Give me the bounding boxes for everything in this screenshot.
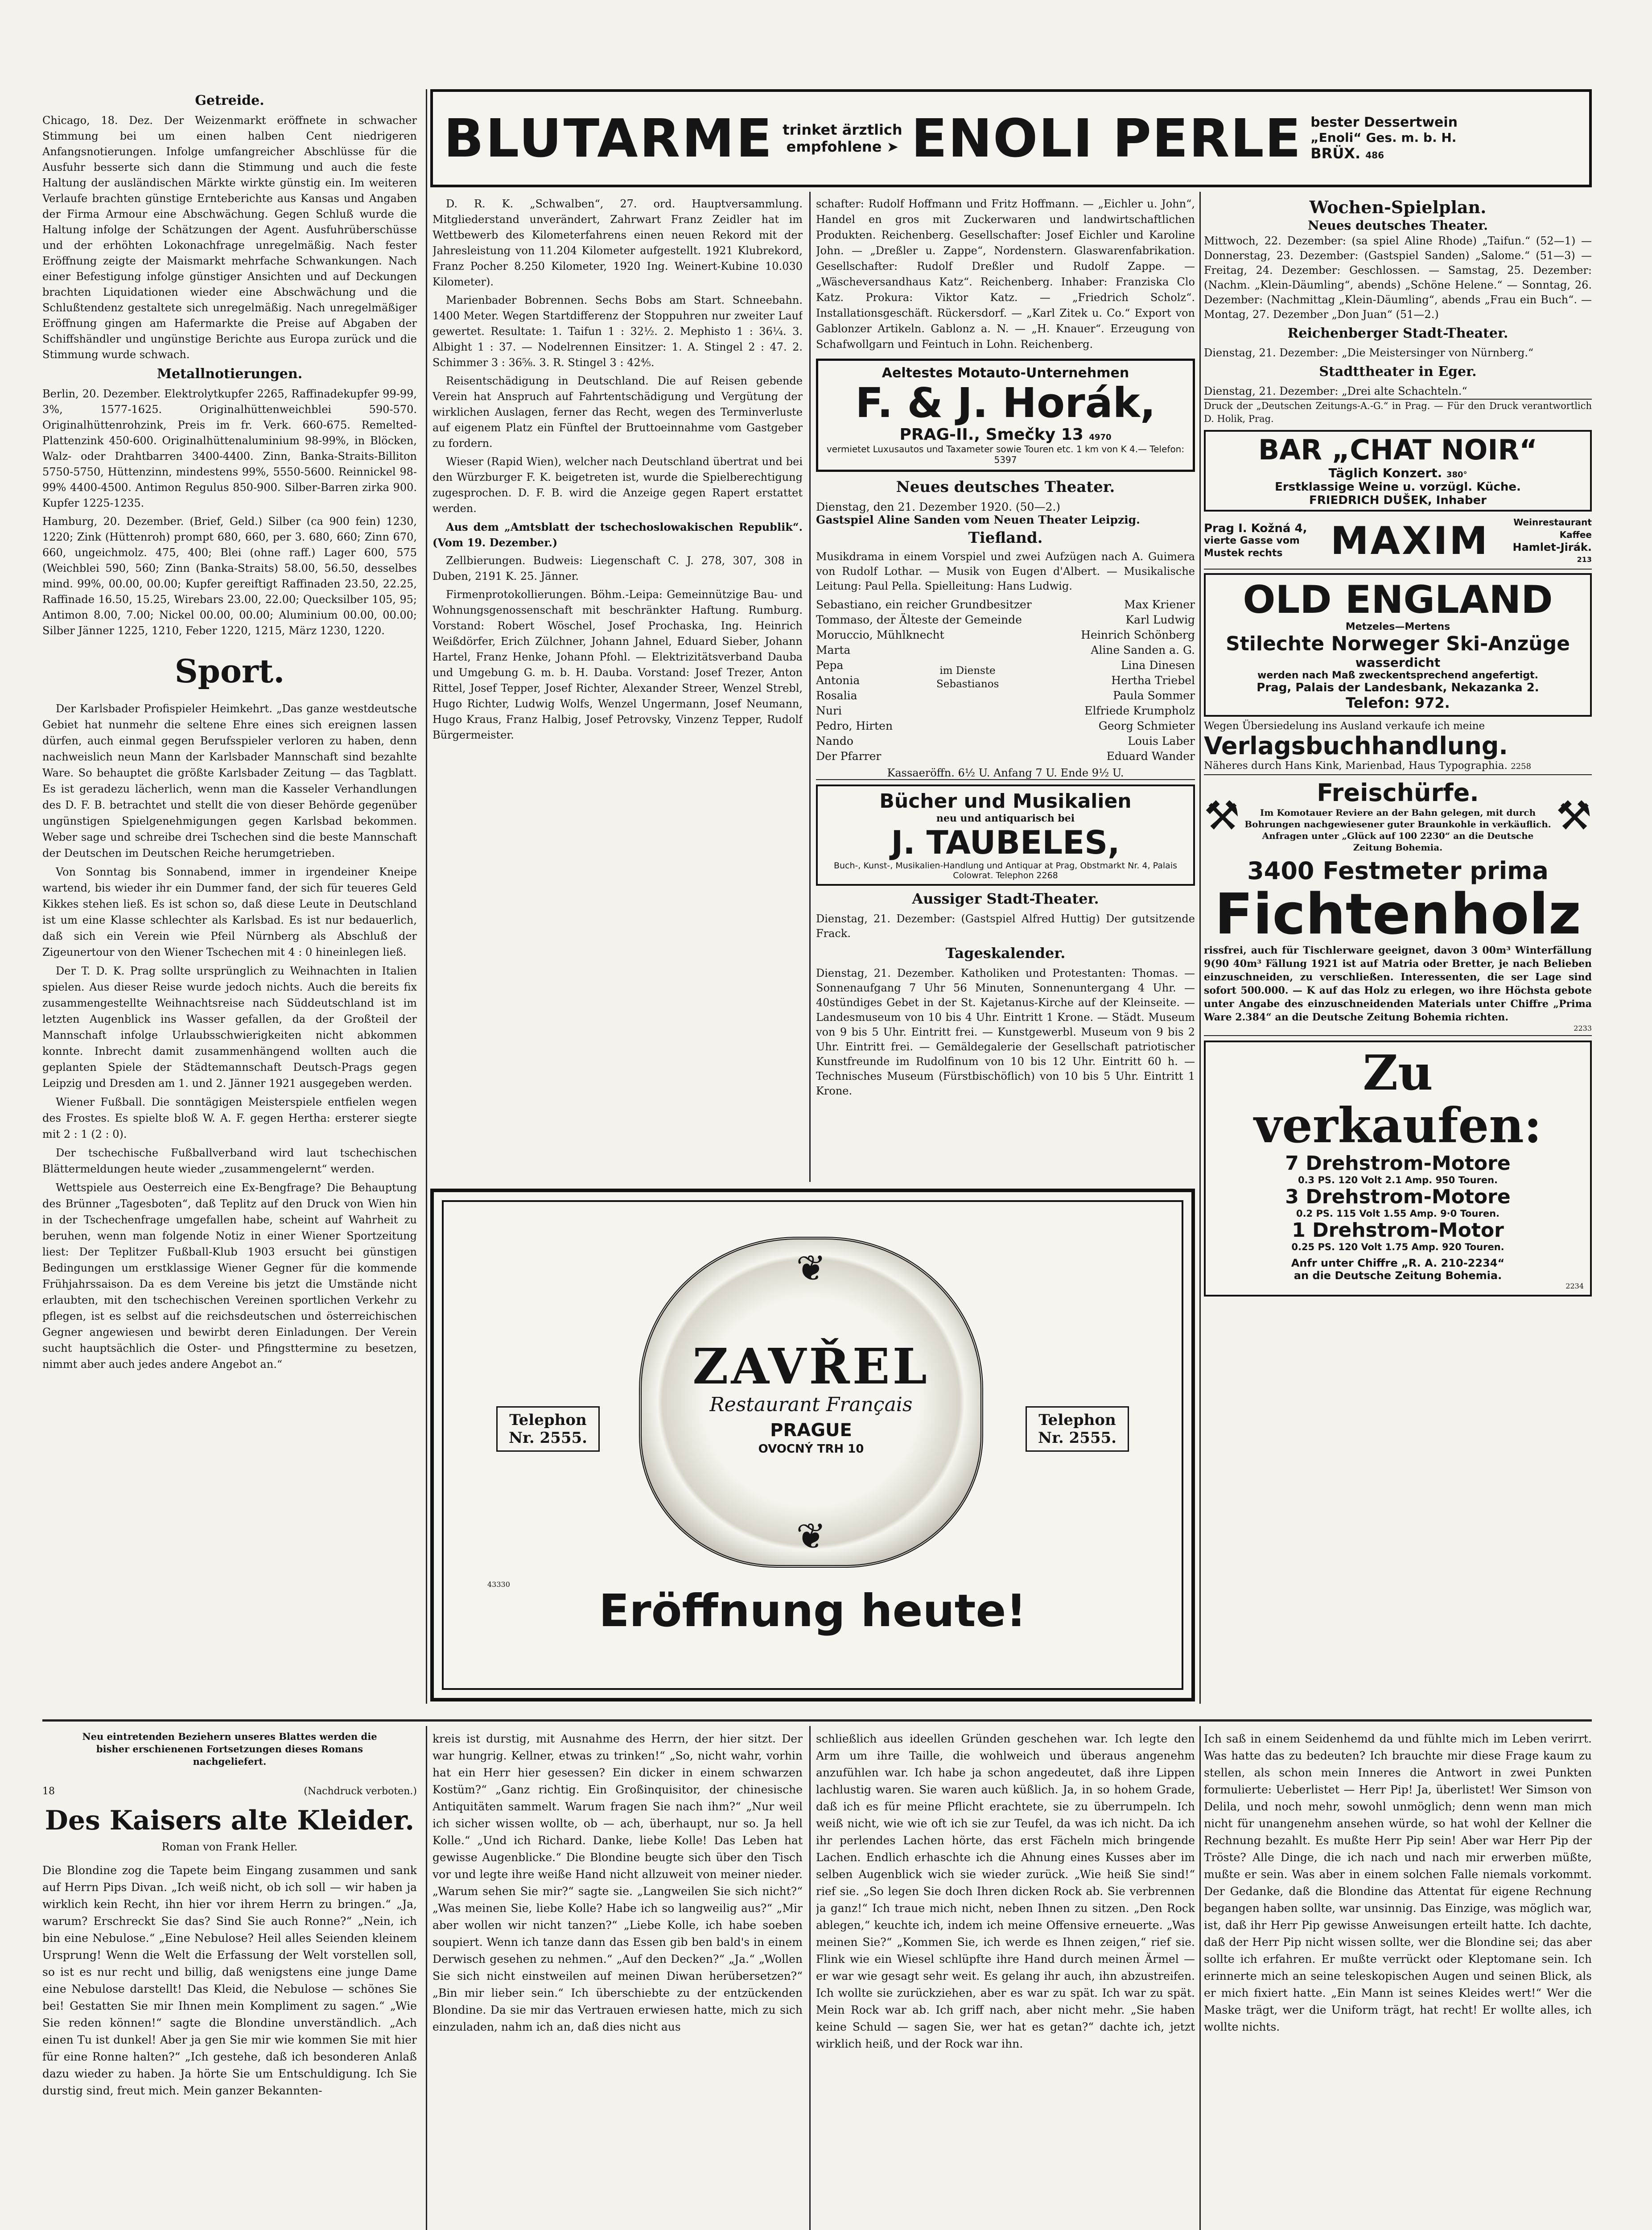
column-divider: [1199, 1726, 1201, 2230]
column-markets-sport: [42, 89, 417, 1699]
motor-title: 1 Drehstrom-Motor: [1292, 1219, 1504, 1242]
verlag-code: 2258: [1511, 762, 1532, 771]
cast-row: [816, 749, 1195, 764]
article-paragraph: D. R. K. „Schwalben“, 27. ord. Hauptversammlung. Mitgliederstand unverändert, Zahrwart Franz Zeidler hat im Wettbewerb des Kilometerfahrens einen neuen Rekord mit der Jahresleistung von 11.204 Kilometer aufgestellt. 1921 Klubrekord, Franz Pocher 8.250 Kilometer, 1920 Ing. Weinert-Kubine 10.030 Kilometer).: [433, 198, 803, 288]
horak-name: F. & J. Horák,: [855, 379, 1156, 427]
novel-author: Roman von Frank Heller.: [161, 1841, 298, 1853]
cast-role: Nuri: [816, 704, 842, 717]
verlag-post: [1204, 760, 1592, 772]
cast-row: [816, 673, 1195, 688]
chatnoir-code: 380°: [1446, 470, 1467, 479]
sport-paragraph: Der T. D. K. Prag sollte ursprünglich zu Weihnachten in Italien spielen. Aus dieser Reise wurde jedoch nichts. Auch die bereits fix zusammengestellte Weihnachtsreise nach Süddeutschland ist im letzten Augenblick ins Wasser gefallen, da der Großteil der Mannschaft infolge Urlaubsschwierigkeiten nicht abkommen konnte. Inbrecht damit zusammenhängend wollten auch die geplanten Spiele der Städtemannschaft Deutsch-Prags gegen Leipzig und Dresden am 1. und 2. Jänner 1921 ausgegeben werden.: [42, 965, 417, 1090]
cast-actor: Paula Sommer: [1113, 689, 1195, 702]
ad-zavrel-restaurant: [430, 1189, 1195, 1701]
taubeles-name: J. TAUBELES,: [891, 824, 1120, 861]
column-divider: [426, 89, 427, 1704]
motor-title: 7 Drehstrom-Motore: [1285, 1152, 1511, 1175]
zavrel-addr: OVOCNÝ TRH 10: [758, 1442, 864, 1456]
motor-spec: 0.3 PS. 120 Volt 2.1 Amp. 950 Touren.: [1298, 1175, 1498, 1185]
wochenspielplan-sub: Neues deutsches Theater.: [1307, 218, 1488, 233]
theater-date: Dienstag, den 21. Dezember 1920. (50—2.): [816, 500, 1061, 513]
sport-paragraph: Wettspiele aus Oesterreich eine Ex-Bengfrage? Die Behauptung des Brünner „Tagesboten“, daß Teplitz auf den Druck von Wien hin in der Tschechenfrage umgefallen habe, scheint auf Wahrheit zu beruhen, wenn man folgende Notiz in einer Wiener Sportzeitung liest: Der Teplitzer Fußball-Klub 1903 ersucht bei günstigen Bedingungen um erstklassige Wiener Gegner für die kommende Frühjahrssaison. Da es dem Vereine bis jetzt die Umstände nicht erlaubten, mit den tschechischen Vereinen sportlichen Verkehr zu pflegen, ist es selbst auf die reichsdeutschen und österreichischen Gegner angewiesen und bewirbt deren Einladungen. Der Verein sucht hauptsächlich die Oster- und Pfingsttermine zu besetzen, nimmt aber auch jedes andere Angebot an.“: [42, 1181, 417, 1371]
olde-title: OLD ENGLAND: [1243, 578, 1553, 622]
theater-guest: Gastspiel Aline Sanden vom Neuen Theater Leipzig.: [816, 513, 1140, 526]
cast-role: Nando: [816, 735, 853, 747]
cast-actor: Lina Dinesen: [1121, 659, 1195, 672]
novel-rights: (Nachdruck verboten.): [304, 1786, 417, 1797]
article-paragraph: Reisentschädigung in Deutschland. Die auf Reisen gebende Verein hat Anspruch auf Fahrtentschädigung und Vergütung der wirklichen Auslagen, ferner das Recht, wegen des Terminverluste auf eigenem Platz ein Fünftel der Bruttoeinnahme vom Gastgeber zu fordern.: [433, 375, 803, 450]
ad-brux: BRÜX.: [1310, 145, 1361, 162]
column-divider: [426, 1726, 427, 2230]
cast-row: [816, 597, 1195, 612]
motor-item: [1212, 1152, 1584, 1185]
tel-number: Nr. 2555.: [508, 1429, 587, 1447]
firms-text: schafter: Rudolf Hoffmann und Fritz Hoffmann. — „Eichler u. John“, Handel en gros mit Zuckerwaren und landwirtschaftlichen Produkten. Reichenberg. Gesellschafter: Josef Eichler und Karoline John. — „Dreßler u. Zappe“, Nordenstern. Glaswarenfabrikation. Gesellschafter: Rudolf Dreßler und Rudolf Zappe. — „Wäscheversandhaus Katz“. Reichenberg. Inhaber: Franziska Clo Katz. Prokura: Viktor Katz. — „Friedrich Scholz“. Installationsgeschäft. Rückersdorf. — „Karl Zitek u. Co.“ Export von Gablonzer Artikeln. Gablonz a. N. — „H. Knauer“. Erzeugung von Schafwollgarn und Feintuch in Lohn. Reichenberg.: [816, 198, 1195, 351]
freischuerfe-title: Freischürfe.: [1317, 779, 1479, 807]
fichte-code: 2233: [1574, 1024, 1592, 1032]
hamburg-text: Hamburg, 20. Dezember. (Brief, Geld.) Silber (ca 900 fein) 1230, 1220; Zink (Hüttenroh) prompt 680, 660, per 3. 680, 660; Zinn 670, 660, ungeichmolz. 475, 400; Blei (ohne raff.) Lager 600, 575 (Weichblei 590, 560; Zinn (Banka-Straits) 58.00, 56.50, desselbes mind. 99%, 00.00, 00.00; Kupfer gereiftigt Raffinaden 23.50, 22.25, Raffinade 16.50, 15.25, Wirebars 23.00, 22.00; Quecksilber 105, 95; Antimon 8.00, 7.00; Nickel 00.00, 00.00; Aluminium 00.00, 00.00; Silber Jänner 1225, 1210, Feber 1220, 1215, März 1230, 1220.: [42, 515, 417, 637]
chatnoir-line2: Erstklassige Weine u. vorzügl. Küche.: [1275, 480, 1521, 494]
fichte-pre: 3400 Festmeter prima: [1247, 857, 1549, 885]
olde-line2: wasserdicht: [1355, 655, 1441, 670]
column-ads-right: [1204, 196, 1592, 1704]
motor-spec: 0.2 PS. 115 Volt 1.55 Amp. 9·0 Touren.: [1296, 1208, 1500, 1219]
hammer-pick-icon: ⚒: [1556, 792, 1592, 839]
fichte-text: rissfrei, auch für Tischlerware geeignet, davon 3 00m³ Winterfällung 9(90 40m³ Fällung 1921 ist auf Matria oder Bretter, je nach Belieben einzuschneiden, zu verschließen. Interessenten, die ser Lage sind sofort 500.000. — K auf das Holz zu erlegen, wo ihre Höchsta gebote unter Angabe des einzuschneidenden Materials unter Chiffre „Prima Ware 2.384“ an die Deutsche Zeitung Bohemia richten.: [1204, 945, 1592, 1023]
cast-row: [816, 628, 1195, 643]
novel-column-2: kreis ist durstig, mit Ausnahme des Herrn, der hier sitzt. Der war hungrig. Kellner, etwas zu trinken!“ „So, nicht wahr, vorhin hat ein Herr hier gesessen? Ein dicker in einem schwarzen Kostüm?“ „Ganz richtig. Ein Großinquisitor, der chinesische Antiquitäten sammelt. Warum fragen Sie nach ihm?“ „Nur weil ich sicher wissen wollte, ob — ach, überhaupt, nur so. Ja hell Kolle.“ „Und ich Richard. Danke, liebe Kolle! Das Leben hat gewisse Augenblicke.“ Die Blondine beugte sich über den Tisch vor und legte ihre weiße Hand nicht allzuweit von meiner nieder. „Warum sehen Sie mir?“ sagte sie. „Langweilen Sie sich nicht?“ „Was meinen Sie, liebe Kolle? Habe ich so langweilig aus?“ „Mir aber wollen wir nicht tanzen?“ „Liebe Kolle, ich habe soeben soupiert. Wenn ich tanze dann das Essen gib ben bald's in einem Derwisch gesehen zu nehmen.“ „Auf den Decken?“ „Ja.“ „Wollen Sie sich nicht einstweilen auf meinen Diwan herübersetzen?“ „Bin mir lieber sein.“ Ich überschiebte zu der entzückenden Blondine. Da sie mir das Vertrauen erwiesen hatte, mich zu sich einzuladen, nahm ich an, daß dies nicht aus: [433, 1732, 803, 2033]
cast-row: [816, 612, 1195, 628]
olde-line1: Stilechte Norweger Ski-Anzüge: [1226, 632, 1570, 655]
getreide-text: Chicago, 18. Dez. Der Weizenmarkt eröffnete in schwacher Stimmung bei um einen halben Cent niedrigeren Anfangsnotierungen. Infolge umfangreicher Abschlüsse für die Ausfuhr besserte sich dann die Stimmung und auch die feste Haltung der ausländischen Märkte wirkte günstig ein. Im weiteren Verlaufe brachten günstige Ernteberichte aus Kansas und Angaben der Firma Armour eine Abschwächung. Gegen Schluß wurde die Haltung infolge der Schätzungen der Agent. Ausfuhrüberschüsse und der erhöhten Lokonachfrage unregelmäßig. Nach fester Eröffnung zeigte der Maismarkt mehrfache Schwankungen. Nach einer Befestigung infolge günstiger Ansichten und auf Deckungen brachten Liquidationen wieder eine Abschwächung und die Schlußtendenz gestaltete sich unregelmäßig. Nach unregelmäßiger Eröffnung gingen am Hafermarkte die Preise auf Abgaben der Schiffshändler und ungünstige Berichte aus Europa zurück und die Stimmung wurde schwach.: [42, 114, 417, 361]
reichenberg-text: Dienstag, 21. Dezember: „Die Meistersinger von Nürnberg.“: [1204, 347, 1534, 359]
metall-heading: Metallnotierungen.: [157, 366, 303, 382]
verlag-post-text: Näheres durch Hans Kink, Marienbad, Haus Typographia.: [1204, 760, 1508, 772]
ad-enoli-middle: [783, 121, 902, 155]
taubeles-top: Bücher und Musikalien: [879, 790, 1132, 813]
ad-zu-verkaufen: [1204, 1041, 1592, 1297]
freischuerfe-text: Im Komotauer Reviere an der Bahn gelegen, mit durch Bohrungen nachgewiesener guter Braunkohle in verkäuflich. Anfragen unter „Glück auf 100 2230“ an die Deutsche Zeitung Bohemia.: [1244, 807, 1551, 853]
article-paragraph: Wieser (Rapid Wien), welcher nach Deutschland übertrat und bei den Würzburger F. K. beigetreten ist, wurde die Spielberechtigung zugesprochen. D. F. B. wird die Anzeige gegen Rapert erstattet werden.: [433, 455, 803, 515]
zuverk-title: Zu verkaufen:: [1254, 1045, 1542, 1154]
sport-paragraph: Der tschechische Fußballverband wird laut tschechischen Blättermeldungen heute wieder „zusammengelernt“ werden.: [42, 1147, 417, 1175]
zavrel-bottom: Eröffnung heute!: [599, 1585, 1026, 1637]
olde-sub: Metzeles—Mertens: [1345, 621, 1450, 632]
cast-actor: Max Kriener: [1124, 598, 1195, 611]
article-paragraph: Marienbader Bobrennen. Sechs Bobs am Start. Schneebahn. 1400 Meter. Wegen Startdifferenz der Stoppuhren nur zweiter Lauf gewertet. Resultate: 1. Taifun 1 : 32½. 2. Mephisto 1 : 36¼. 3. Albight 1 : 37. — Nodelrennen Einsitzer: 1. A. Stingel 2 : 47. 2. Schimmer 3 : 36⅝. 3. R. Stingel 3 : 42⅘.: [433, 294, 803, 369]
maxim-left-line: Prag I. Kožná 4,: [1204, 522, 1307, 535]
zavrel-tel-left: [496, 1406, 600, 1452]
novel-notice: Neu eintretenden Beziehern unseres Blattes werden die bisher erschienenen Fortsetzungen dieses Romans nachgeliefert.: [82, 1731, 377, 1767]
sport-heading: Sport.: [174, 652, 285, 690]
maxim-right-line: Kaffee: [1559, 529, 1592, 540]
printer-note: Druck der „Deutschen Zeitungs-A.-G.“ in Prag. — Für den Druck verantwortlich D. Holik, Prag.: [1204, 401, 1592, 424]
maxim-left-line: vierte Gasse vom: [1204, 535, 1300, 546]
olde-line4: Prag, Palais der Landesbank, Nekazanka 2.: [1257, 681, 1539, 694]
eger-heading: Stadttheater in Eger.: [1319, 364, 1477, 380]
ad-code: 486: [1365, 150, 1384, 161]
cast-actor: Aline Sanden a. G.: [1091, 644, 1195, 657]
zuverk-code: 2234: [1565, 1282, 1584, 1290]
ad-trinkt-text: trinket ärztlich: [783, 121, 902, 138]
cast-row: [816, 734, 1195, 749]
ad-maxim: [1204, 516, 1592, 570]
motor-spec: 0.25 PS. 120 Volt 1.75 Amp. 920 Touren.: [1291, 1242, 1504, 1252]
horak-sub: vermietet Luxusautos und Taxameter sowie Touren etc. 1 km von K 4.— Telefon: 5397: [826, 444, 1185, 465]
ad-chat-noir: [1204, 430, 1592, 512]
verlag-title: Verlagsbuchhandlung.: [1204, 732, 1508, 760]
ad-empfohlene-text: [783, 138, 902, 155]
column-sport-notes: [433, 196, 803, 1177]
ad-fichtenholz: [1204, 857, 1592, 1036]
column-divider: [1199, 192, 1201, 1704]
cast-role: Rosalia: [816, 689, 857, 702]
cast-role: Antonia: [816, 674, 860, 687]
cast-role: Der Pfarrer: [816, 750, 882, 763]
article-paragraph: Aus dem „Amtsblatt der tschechoslowakischen Republik“. (Vom 19. Dezember.): [433, 520, 803, 549]
ornament-icon: ❦: [796, 1516, 826, 1557]
cast-actor: Hertha Triebel: [1111, 674, 1195, 687]
hammer-pick-icon: ⚒: [1204, 792, 1240, 839]
eger-text: Dienstag, 21. Dezember: „Drei alte Schachteln.“: [1204, 384, 1592, 400]
cast-role: Pepa: [816, 659, 844, 672]
sport-paragraph: Der Karlsbader Profispieler Heimkehrt. „Das ganze westdeutsche Gebiet hat nunmehr die seltene Ehre eines sich ereignen lassen dürfen, auch einmal gegen Berufsspieler verloren zu haben, denn nachweislich neun Mann der Karlsbader Mannschaft sind bezahlte Ware. So behauptet die größte Karlsbader Zeitung — das Tagblatt. Es ist geradezu lächerlich, wenn man die Kasseler Verhandlungen des D. F. B. betrachtet und stellt die von dieser Behörde gegenüber ungünstigen Spielgenehmigungen gegen Karlsbad bekommen. Weber sage und schreibe drei Tschechen sind die beste Mannschaft der Deutschen im Deutschen Reiche herumgetrieben.: [42, 702, 417, 859]
sport-paragraph: Von Sonntag bis Sonnabend, immer in irgendeiner Kneipe wartend, bis wieder ihr ein Dummer fand, der sich für teueres Geld Kikkes stehen ließ. Es ist schon so, daß diese Leute in Deutschland ist um eine Klasse schlechter als Karlsbad. Es ist nur bedauerlich, daß sich ein Verein wie Pfeil Nürnberg als Abschluß der Zigeunertour von den Wiener Tschechen mit 4 : 0 hineinlegen ließ.: [42, 866, 417, 958]
horak-top: Aeltestes Motauto-Unternehmen: [882, 365, 1129, 381]
maxim-right-line: Hamlet-Jirák.: [1512, 541, 1592, 553]
motor-item: [1212, 1219, 1584, 1252]
cast-list: [816, 597, 1195, 764]
cast-role: Sebastiano, ein reicher Grundbesitzer: [816, 598, 1032, 611]
cast-role: Pedro, Hirten: [816, 719, 893, 732]
tageskalender-text: Dienstag, 21. Dezember. Katholiken und Protestanten: Thomas. — Sonnenaufgang 7 Uhr 56 Minuten, Sonnenuntergang 4 Uhr. — 40stündiges Gebet in der St. Kajetanus-Kirche auf der Kleinseite. — Landesmuseum von 10 bis 4 Uhr. Eintritt 1 Krone. — Städt. Museum von 9 bis 5 Uhr. Eintritt frei. — Kunstgewerbl. Museum von 9 bis 2 Uhr. Eintritt frei. — Gemäldegalerie der Gesellschaft patriotischer Kunstfreunde im Rudolfinum von 10 bis 12 Uhr. Eintritt 60 h. — Technisches Museum (Fürstbischöflich) von 10 bis 5 Uhr. Eintritt 1 Krone.: [816, 967, 1195, 1097]
novel-number: 18: [42, 1786, 55, 1797]
tel-label: Telephon: [509, 1411, 587, 1429]
ad-enoli-name: ENOLI PERLE: [911, 107, 1302, 169]
ad-enoli-city: [1310, 145, 1458, 162]
maxim-left: [1204, 522, 1307, 560]
zavrel-code: 43330: [487, 1580, 510, 1589]
ad-enoli-perle: [430, 89, 1592, 187]
column-divider: [809, 192, 811, 1182]
cast-row: [816, 719, 1195, 734]
chatnoir-line1: [1208, 466, 1587, 480]
taubeles-sub: neu und antiquarisch bei: [936, 813, 1075, 824]
cast-row: [816, 703, 1195, 719]
maxim-right: [1512, 516, 1592, 566]
column-divider: [809, 1726, 811, 2230]
novel-title: Des Kaisers alte Kleider.: [45, 1805, 415, 1836]
verlag-pre: Wegen Übersiedelung ins Ausland verkaufe ich meine: [1204, 720, 1485, 732]
chatnoir-line1-text: Täglich Konzert.: [1328, 466, 1442, 480]
cast-role: Tommaso, der Älteste der Gemeinde: [816, 613, 1022, 626]
olde-line5: Telefon: 972.: [1346, 694, 1450, 711]
zavrel-sub: Restaurant Français: [709, 1393, 913, 1416]
cast-actor: Heinrich Schönberg: [1081, 628, 1195, 641]
maxim-left-line: Mustek rechts: [1204, 548, 1283, 559]
novel-meta: [42, 1786, 417, 1797]
sport-articles: [42, 701, 417, 1372]
ad-empfohlene-word: empfohlene: [786, 138, 882, 155]
horak-address-text: PRAG-II., Smečky 13: [899, 425, 1083, 444]
cast-actor: Elfriede Krumpholz: [1084, 704, 1195, 717]
horak-code: 4970: [1089, 433, 1112, 442]
novel-column-3: schließlich aus ideellen Gründen geschehen war. Ich legte den Arm um ihre Taille, die wohlweich und überaus angenehm anzufühlen war. Ich habe ja schon angedeutet, daß ihre Lippen lachlustig waren. Sie waren auch küßlich. Ja, in so hohem Grade, daß ich es für meine Pflicht erachtete, sie zu überrumpeln. Ich weiß nicht, wie wie oft ich sie zur Teufel, da was ich nicht. Da ich ihr perlendes Lachen hörte, das erst Fächeln mich bringende Lachen. Endlich erhaschte ich die Ahnung eines Kusses aber im selben Augenblick wich sie wieder zurück. „Wie heiß Sie sind!“ rief sie. „So legen Sie doch Ihren dicken Rock ab. Sie verbrennen ja ganz!“ Ich traue mich nicht, neben Ihnen zu sitzen. „Den Rock ablegen,“ keuchte ich, indem ich meine Offensive erneuerte. „Was meinen Sie?“ „Kommen Sie, ich werde es Ihnen zeigen,“ rief sie. Flink wie ein Wiesel schlüpfte ihre Hand durch meinen Ärmel — er war wie gesagt sehr weit. Es gelang ihr auch, ihn abzustreifen. Ich wollte sie zurückziehen, aber es war zu spät. Ich war zu spät. Mein Rock war ab. Ich griff nach, aber nicht mehr. „Sie haben keine Schuld — sagen Sie, wer hat es getan?“ dachte ich, jetzt wirklich heiß, und der Rock war ihn.: [816, 1732, 1195, 2050]
zuverk-foot2: an die Deutsche Zeitung Bohemia.: [1294, 1269, 1502, 1282]
ad-freischuerfe: [1204, 779, 1592, 853]
wochenspielplan-heading: Wochen-Spielplan.: [1309, 197, 1487, 217]
column-firms-theater: [816, 196, 1195, 1182]
zavrel-tel-right: [1026, 1406, 1129, 1452]
ad-horak: [816, 359, 1195, 472]
getreide-heading: Getreide.: [195, 93, 264, 108]
maxim-right-line: Weinrestaurant: [1513, 517, 1592, 528]
article-paragraph: Firmenprotokollierungen. Böhm.-Leipa: Gemeinnützige Bau- und Wohnungsgenossenschaft mit beschränkter Haftung. Rumburg. Vorstand: Robert Wöschel, Josef Prochaska, Ing. Heinrich Weißdörfer, Erich Zülchner, Johann Jahnel, Eduard Sieber, Johann Hartel, Franz Henke, Johann Pfohl. — Elektrizitätsverband Dauba und Umgebung G. m. b. H. Dauba. Vorstand: Josef Trezer, Anton Rittel, Josef Tepper, Josef Richter, Alexander Streer, Wenzel Strebl, Hugo Richter, Ludwig Wolfs, Wenzel Ungermann, Josef Neumann, Hugo Kraus, Franz Halbig, Josef Petrovsky, Vinzenz Tepper, Rudolf Bürgermeister.: [433, 588, 803, 741]
tageskalender-heading: Tageskalender.: [945, 945, 1066, 962]
ad-bester-text: bester Dessertwein: [1310, 115, 1458, 130]
zavrel-name: ZAVŘEL: [692, 1338, 930, 1395]
taubeles-address: Buch-, Kunst-, Musikalien-Handlung und Antiquar at Prag, Obstmarkt Nr. 4, Palais Colowrat. Telephon 2268: [833, 861, 1178, 880]
motor-item: [1212, 1185, 1584, 1219]
chatnoir-line3: FRIEDRICH DUŠEK, Inhaber: [1309, 494, 1487, 507]
tel-label: Telephon: [1038, 1411, 1116, 1429]
ad-enoli-firm: „Enoli“ Ges. m. b. H.: [1310, 130, 1457, 145]
maxim-code: 213: [1577, 555, 1592, 564]
ad-blutarme-text: BLUTARME: [444, 107, 774, 169]
aussig-heading: Aussiger Stadt-Theater.: [912, 890, 1099, 907]
cast-actor: Georg Schmieter: [1098, 719, 1195, 732]
ad-taubeles: [816, 785, 1195, 886]
article-paragraph: Zellbierungen. Budweis: Liegenschaft C. J. 278, 307, 308 in Duben, 2191 K. 25. Jänner.: [433, 554, 803, 582]
ad-enoli-right: [1310, 115, 1458, 162]
metall-text: Berlin, 20. Dezember. Elektrolytkupfer 2265, Raffinadekupfer 99-99, 3%, 1577-1625. Originalhüttenweichblei 590-570. Originalhüttenrohzink, Preis im fr. Verk. 660-675. Remelted-Plattenzink 450-600. Originalhüttenaluminium 98-99%, in Blöcken, Walz- oder Drahtbarren 3400-4400. Zinn, Banka-Straits-Billiton 5750-5750, Hüttenzinn, mindestens 99%, 5550-5600. Reinnickel 98-99% 4400-4500. Antimon Regulus 850-900. Silber-Barren zirka 900. Kupfer 1225-1235.: [42, 388, 417, 509]
cast-row: [816, 643, 1195, 658]
cast-row: [816, 688, 1195, 703]
wochenspielplan-text: Mittwoch, 22. Dezember: (sa spiel Aline Rhode) „Taifun.“ (52—1) — Donnerstag, 23. Dezember: (Gastspiel Sanden) „Salome.“ (51—3) — Freitag, 24. Dezember: Geschlossen. — Samstag, 25. Dezember: (Nachm. „Klein-Däumling“, abends) „Schöne Helene.“ — Sonntag, 26. Dezember: (Nachmittag „Klein-Däumling“, abends „Frau ein Buch“. — Montag, 27. Dezember „Don Juan“ (51—2.): [1204, 235, 1592, 321]
ornament-icon: ❦: [796, 1247, 826, 1289]
cast-actor: Eduard Wander: [1106, 750, 1195, 763]
theater-heading: Neues deutsches Theater.: [896, 478, 1115, 496]
sport-paragraph: Wiener Fußball. Die sonntägigen Meisterspiele entfielen wegen des Frostes. Es spielte bloß W. A. F. gegen Hertha: ersterer siegte mit 2 : 1 (2 : 0).: [42, 1096, 417, 1140]
ad-verlag: [1204, 720, 1592, 775]
cast-note: im Dienste Sebastianos: [936, 665, 999, 690]
cast-actor: Karl Ludwig: [1125, 613, 1195, 626]
tel-number: Nr. 2555.: [1038, 1429, 1116, 1447]
cast-role: Marta: [816, 644, 851, 657]
novel-text: Die Blondine zog die Tapete beim Eingang zusammen und sank auf Herrn Pips Divan. „Ich weiß nicht, ob ich soll — wir haben ja wirklich kein Recht, ihn hier vor ihrem Herrn zu bringen.“ „Ja, warum? Erschreckt Sie das? Sind Sie auch Ronne?“ „Nein, ich bin eine Nebulose.“ „Eine Nebulose? Heil alles Seienden kleinem Ursprung! Wenn die Welt die Erfassung der Welt vorstellen soll, so ist es nur recht und billig, daß wenigstens eine junge Dame eine Nebulose darstellt! Das Kleid, die Nebulose — schönes Sie bei! Gestatten Sie mir Ihnen mein Kompliment zu sagen.“ „Wie Sie reden können!“ sagte die Blondine unverständlich. „Ach einen Tu ist dunkel! Aber ja gen Sie mir wie kommen Sie mit hier für eine Ronne halten?“ „Ich gestehe, daß ich besonderen Anlaß dazu wieder zu haben. Ja hörte Sie um Entschuldigung. Ich Sie durstig sind, freut mich. Mein ganzer Bekannten-: [42, 1864, 417, 2097]
horak-address: [823, 425, 1188, 444]
theater-foot: Kassaeröffn. 6½ U. Anfang 7 U. Ende 9½ U.: [816, 767, 1195, 780]
freischuerfe-body: [1240, 779, 1556, 853]
maxim-name: MAXIM: [1330, 519, 1489, 563]
cast-actor: Louis Laber: [1128, 735, 1195, 747]
aussig-text: Dienstag, 21. Dezember: (Gastspiel Alfred Huttig) Der gutsitzende Frack.: [816, 913, 1195, 940]
section-divider: [42, 1719, 1592, 1722]
theater-desc: Musikdrama in einem Vorspiel und zwei Aufzügen nach A. Guimera von Rudolf Lothar. — Musik von Eugen d'Albert. — Musikalische Leitung: Paul Pella. Spielleitung: Hans Ludwig.: [816, 550, 1195, 592]
reichenberg-heading: Reichenberger Stadt-Theater.: [1287, 326, 1508, 341]
zavrel-city: PRAGUE: [770, 1420, 852, 1441]
theater-play: Tiefland.: [968, 529, 1043, 547]
zavrel-crest: [639, 1237, 983, 1568]
arrow-icon: ➤: [886, 138, 899, 155]
zuverk-foot1: Anfr unter Chiffre „R. A. 210-2234“: [1291, 1257, 1505, 1269]
olde-line3: werden nach Maß zweckentsprechend angefertigt.: [1257, 670, 1538, 681]
fichte-title: Fichtenholz: [1215, 881, 1581, 947]
novel-column-4: Ich saß in einem Seidenhemd da und fühlte mich im Leben verirrt. Was hatte das zu bedeuten? Ich brauchte mir diese Frage kaum zu stellen, als schon mein Inneres die Antwort in zwei Punkten formulierte: Ueberlistet — Herr Pip! Ja, überlistet! Wer Simson von Delila, und noch mehr, sowohl unmöglich; denn wenn man mich nicht für unangenehm ansehen würde, so hat wohl der Kellner die Rechnung bezahlt. Es mußte Herr Pip sein! Aber war Herr Pip der Tröste? Alle Dinge, die ich nach und nach mir erwerben müßte, mußte er sein. Was aber in einem solchen Falle niemals vorkommt. Der Gedanke, daß die Blondine das Attentat für eigene Rechnung begangen haben sollte, war unsinnig. Das Einzige, was möglich war, ist, daß ihr Herr Pip gewisse Anweisungen erteilt hatte. Ich dachte, daß der Herr Pip nicht wissen sollte, wer die Blondine sei; das aber sollte ich erfahren. Er mußte verrückt oder Kleptomane sein. Ich erinnerte mich an seine teleskopischen Augen und seinen Blick, als er mich fixiert hatte. „Ein Mann ist seines Kleides wert!“ Wer die Maske trägt, wer die Uniform trägt, hat recht! Er wollte alles, ich wollte nichts.: [1204, 1732, 1592, 2033]
chatnoir-title: BAR „CHAT NOIR“: [1258, 434, 1537, 466]
cast-row: [816, 658, 1195, 673]
novel-column-1: [42, 1730, 417, 2230]
cast-role: Moruccio, Mühlknecht: [816, 628, 944, 641]
motor-title: 3 Drehstrom-Motore: [1285, 1185, 1511, 1208]
ad-old-england: [1204, 573, 1592, 717]
